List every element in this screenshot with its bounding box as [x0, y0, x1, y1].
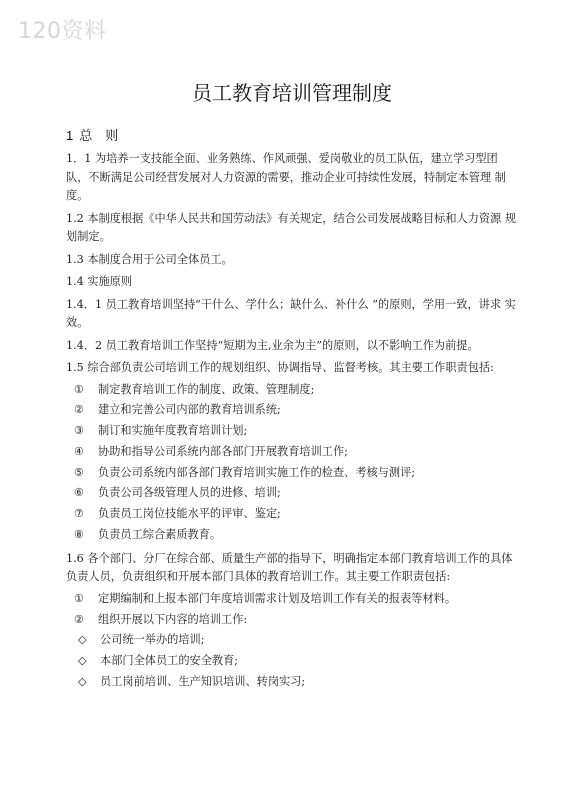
duties-list-1-6 [66, 589, 518, 631]
list-item [66, 589, 518, 610]
list-item-text: 定期编制和上报本部门年度培训需求计划及培训工作有关的报表等材料。 [98, 591, 457, 605]
list-marker: ③ [74, 424, 85, 438]
document-title: 员工教育培训管理制度 [192, 81, 392, 105]
document-body [66, 150, 518, 693]
list-item-text: 公司统一举办的培训; [100, 633, 205, 647]
diamond-bullet-icon: ◇ [78, 654, 87, 668]
section-heading [66, 125, 118, 144]
list-marker: ① [74, 591, 85, 605]
list-item [66, 442, 518, 463]
list-item-text: 协助和指导公司系统内部各部门开展教育培训工作; [98, 444, 348, 458]
paragraph-1-4-2: 1.4．2 员工教育培训工作坚持“短期为主,业余为主”的原则，以不影响工作为前提。 [66, 338, 479, 352]
list-item-text: 建立和完善公司内部的教育培训系统; [98, 403, 281, 417]
list-marker: ⑤ [74, 465, 85, 479]
paragraph-1-4-1: 1.4．1 员工教育培训坚持“干什么、学什么；缺什么、补什么 ”的原则，学用一致，讲求 实效。 [66, 297, 516, 329]
duties-list-1-5 [66, 380, 518, 546]
paragraph-1-3: 1.3 本制度合用于公司全体员工。 [66, 252, 233, 266]
list-item-text: 本部门全体员工的安全教育; [100, 654, 239, 668]
list-item [66, 672, 518, 693]
list-marker: ② [74, 612, 85, 626]
list-item [66, 525, 518, 546]
section-number: 1 [66, 128, 74, 143]
list-marker: ④ [74, 444, 85, 458]
list-item [66, 651, 518, 672]
list-item-text: 负责公司各级管理人员的进修、培训; [98, 486, 281, 500]
list-item-text: 负责员工综合素质教育。 [98, 528, 222, 542]
list-marker: ⑥ [74, 486, 85, 500]
diamond-bullet-icon: ◇ [78, 633, 87, 647]
list-item-text: 负责公司系统内部各部门教育培训实施工作的检查、考核与测评; [98, 465, 416, 479]
section-label: 总 则 [79, 129, 119, 144]
list-item [66, 463, 518, 484]
list-item [66, 421, 518, 442]
watermark: 120资料 [18, 19, 107, 44]
list-marker: ⑦ [74, 507, 85, 521]
paragraph-1-1: 1．1 为培养一支技能全面、业务熟练、作风顽强、爱岗敬业的员工队伍，建立学习型团 队，不断满足公司经营发展对人力资源的需要，推动企业可持续性发展，特制定本管理 制度。 [66, 152, 506, 202]
diamond-bullet-icon: ◇ [78, 675, 87, 689]
list-item-text: 员工岗前培训、生产知识培训、转岗实习; [100, 675, 306, 689]
list-item-text: 组织开展以下内容的培训工作: [98, 612, 248, 626]
list-marker: ② [74, 403, 85, 417]
list-item-text: 制订和实施年度教育培训计划; [98, 424, 248, 438]
training-content-sublist [66, 630, 518, 692]
list-item-text: 负责员工岗位技能水平的评审、鉴定; [98, 507, 281, 521]
paragraph-1-4: 1.4 实施原则 [66, 275, 133, 288]
list-marker: ⑧ [74, 528, 85, 542]
list-item [66, 630, 518, 651]
list-item [66, 400, 518, 421]
list-marker: ① [74, 382, 85, 396]
paragraph-1-6: 1.6 各个部门、分厂在综合部、质量生产部的指导下，明确指定本部门教育培训工作的具体负责人员，负责组织和开展本部门具体的教育培训工作。其主要工作职责包括: [66, 551, 513, 584]
list-item [66, 380, 518, 401]
paragraph-1-5: 1.5 综合部负责公司培训工作的规划组织、协调指导、监督考核。其主要工作职责包括: [66, 361, 494, 374]
list-item [66, 504, 518, 525]
list-item-text: 制定教育培训工作的制度、政策、管理制度; [98, 382, 315, 396]
list-item [66, 610, 518, 631]
list-item [66, 483, 518, 504]
paragraph-1-2: 1.2 本制度根据《中华人民共和国劳动法》有关规定，结合公司发展战略目标和人力资源 规划制定。 [66, 211, 517, 243]
